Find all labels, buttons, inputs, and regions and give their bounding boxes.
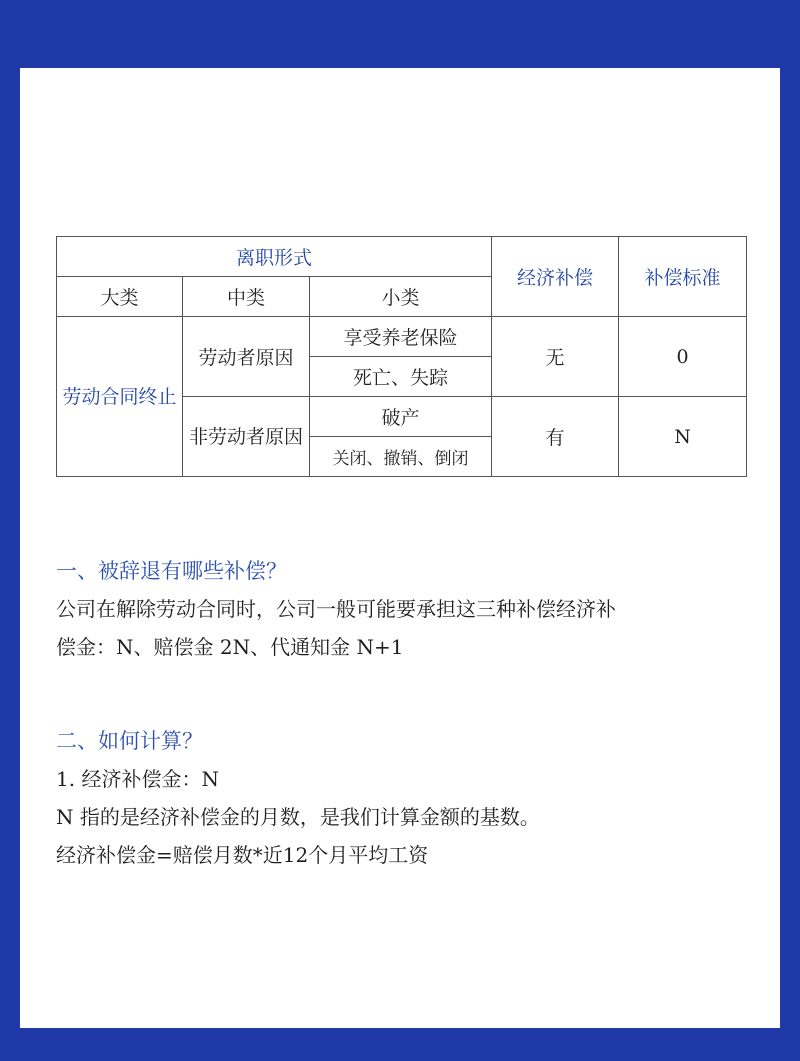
header-economic-compensation: 经济补偿 [492,237,619,317]
mid-worker-reason: 劳动者原因 [183,317,310,397]
small-death-missing: 死亡、失踪 [310,357,492,397]
header-compensation-standard: 补偿标准 [619,237,747,317]
compensation-none: 无 [492,317,619,397]
content-card [20,68,780,1028]
category-contract-termination: 劳动合同终止 [57,317,183,477]
standard-n: N [619,397,747,477]
section-calculation [56,722,756,874]
header-small-category: 小类 [310,277,492,317]
section2-title: 二、如何计算？ [56,729,203,753]
header-mid-category: 中类 [183,277,310,317]
section1-line-2: 偿金：N、赔偿金 2N、代通知金 N+1 [56,635,404,659]
section1-line-1: 公司在解除劳动合同时，公司一般可能要承担这三种补偿经济补 [56,597,616,621]
compensation-yes: 有 [492,397,619,477]
resignation-table [56,236,747,477]
section2-line-2: N 指的是经济补偿金的月数，是我们计算金额的基数。 [56,805,540,829]
section2-line-3: 经济补偿金=赔偿月数*近12个月平均工资 [56,843,429,867]
header-big-category: 大类 [57,277,183,317]
small-pension: 享受养老保险 [310,317,492,357]
header-resignation-form: 离职形式 [57,237,492,277]
mid-non-worker-reason: 非劳动者原因 [183,397,310,477]
small-closure: 关闭、撤销、倒闭 [310,437,492,477]
standard-zero: 0 [619,317,747,397]
small-bankruptcy: 破产 [310,397,492,437]
section2-line-1: 1. 经济补偿金：N [56,767,219,791]
section-dismissal-compensation [56,552,756,666]
section1-title: 一、被辞退有哪些补偿？ [56,559,287,583]
